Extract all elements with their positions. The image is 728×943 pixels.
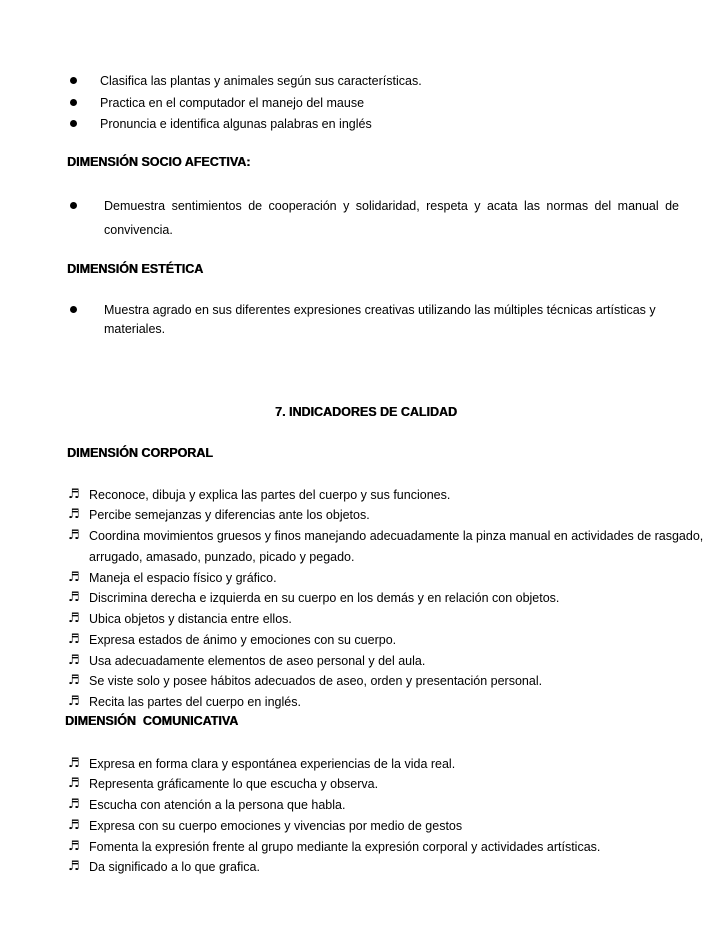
- list-item: Expresa estados de ánimo y emociones con su cuerpo.: [89, 633, 397, 647]
- list-item: Reconoce, dibuja y explica las partes del cuerpo y sus funciones.: [89, 488, 451, 502]
- list-item: Expresa en forma clara y espontánea experiencias de la vida real.: [89, 757, 456, 771]
- list-item: Recita las partes del cuerpo en inglés.: [89, 695, 301, 709]
- list-item: Clasifica las plantas y animales según sus características.: [100, 74, 422, 88]
- paragraph-line: Demuestra sentimientos de cooperación y solidaridad, respeta y acata las normas del manual de: [104, 199, 679, 213]
- list-item: Pronuncia e identifica algunas palabras en inglés: [100, 117, 372, 131]
- bullet-dot-icon: [70, 202, 77, 209]
- music-note-icon: ♬: [68, 611, 80, 626]
- music-note-icon: ♬: [68, 528, 80, 543]
- section-title: 7. INDICADORES DE CALIDAD: [275, 405, 457, 419]
- list-item: Representa gráficamente lo que escucha y observa.: [89, 777, 379, 791]
- music-note-icon: ♬: [68, 797, 80, 812]
- music-note-icon: ♬: [68, 487, 80, 502]
- heading-comunicativa: DIMENSIÓN COMUNICATIVA: [65, 714, 239, 728]
- music-note-icon: ♬: [68, 653, 80, 668]
- bullet-dot-icon: [70, 120, 77, 127]
- music-note-icon: ♬: [68, 694, 80, 709]
- list-item: Practica en el computador el manejo del mause: [100, 96, 365, 110]
- list-item: Discrimina derecha e izquierda en su cuerpo en los demás y en relación con objetos.: [89, 591, 560, 605]
- music-note-icon: ♬: [68, 590, 80, 605]
- bullet-dot-icon: [70, 306, 77, 313]
- heading-socio-afectiva: DIMENSIÓN SOCIO AFECTIVA:: [67, 155, 251, 169]
- music-note-icon: ♬: [68, 673, 80, 688]
- bullet-dot-icon: [70, 99, 77, 106]
- music-note-icon: ♬: [68, 776, 80, 791]
- music-note-icon: ♬: [68, 632, 80, 647]
- list-item: Expresa con su cuerpo emociones y vivencias por medio de gestos: [89, 819, 463, 833]
- music-note-icon: ♬: [68, 839, 80, 854]
- list-item: Se viste solo y posee hábitos adecuados de aseo, orden y presentación personal.: [89, 674, 543, 688]
- list-item: Fomenta la expresión frente al grupo mediante la expresión corporal y actividades artísticas.: [89, 840, 601, 854]
- bullet-dot-icon: [70, 77, 77, 84]
- list-item: Usa adecuadamente elementos de aseo personal y del aula.: [89, 654, 426, 668]
- music-note-icon: ♬: [68, 818, 80, 833]
- list-item: Da significado a lo que grafica.: [89, 860, 260, 874]
- list-item: Coordina movimientos gruesos y finos manejando adecuadamente la pinza manual en actividades de rasgado,: [89, 529, 704, 543]
- music-note-icon: ♬: [68, 570, 80, 585]
- music-note-icon: ♬: [68, 756, 80, 771]
- list-item: Percibe semejanzas y diferencias ante los objetos.: [89, 508, 370, 522]
- list-item: Escucha con atención a la persona que habla.: [89, 798, 346, 812]
- list-item: Maneja el espacio físico y gráfico.: [89, 571, 277, 585]
- heading-estetica: DIMENSIÓN ESTÉTICA: [67, 262, 204, 276]
- music-note-icon: ♬: [68, 507, 80, 522]
- list-item: Ubica objetos y distancia entre ellos.: [89, 612, 292, 626]
- paragraph-line: convivencia.: [104, 223, 173, 237]
- paragraph-line: materiales.: [104, 322, 166, 336]
- music-note-icon: ♬: [68, 859, 80, 874]
- list-item-continuation: arrugado, amasado, punzado, picado y pegado.: [89, 550, 355, 564]
- paragraph-line: Muestra agrado en sus diferentes expresiones creativas utilizando las múltiples técnicas artísticas y: [104, 303, 656, 317]
- heading-corporal: DIMENSIÓN CORPORAL: [67, 446, 213, 460]
